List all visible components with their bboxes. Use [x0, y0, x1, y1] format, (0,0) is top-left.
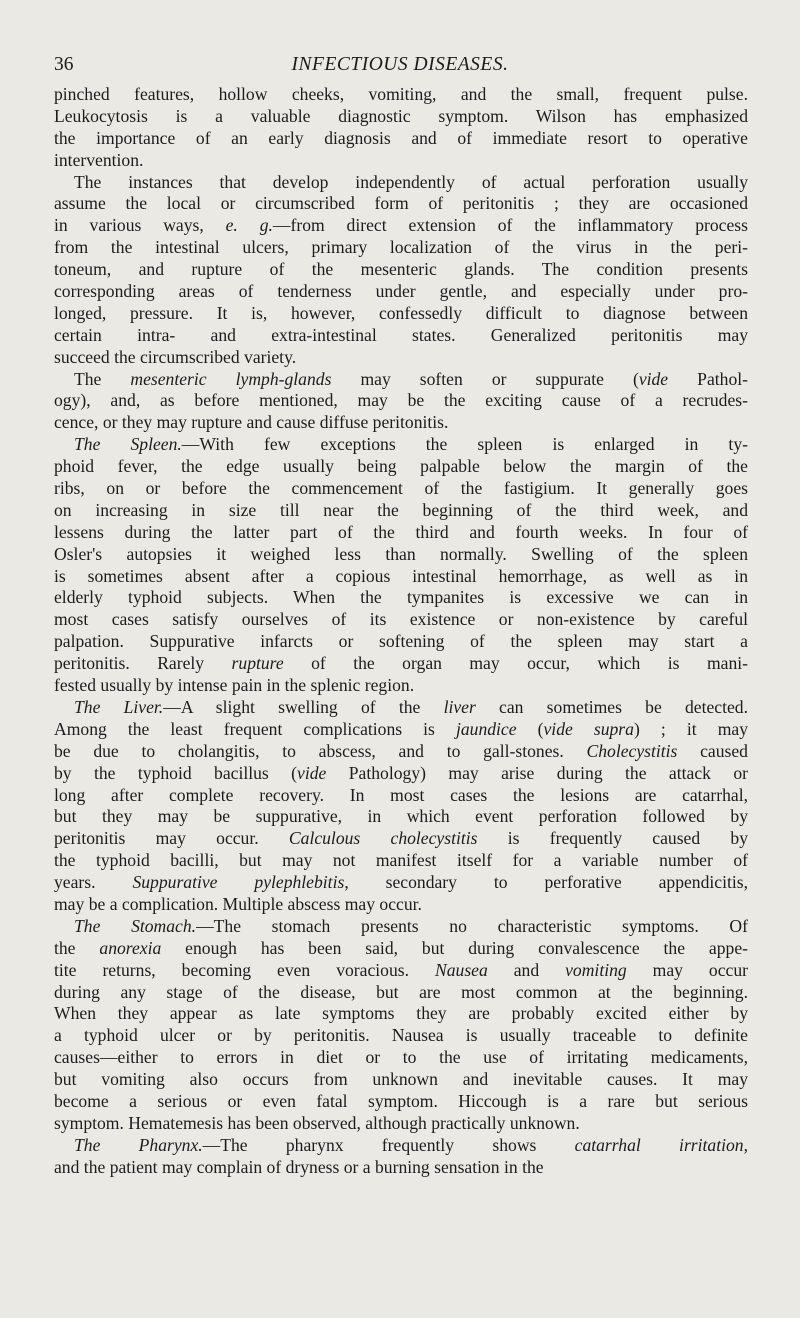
text-run: —A slight swelling of the	[163, 696, 444, 717]
text-run: palpation. Suppurative infarcts or softening of the spleen may start a	[54, 631, 748, 652]
text-run: phoid fever, the edge usually being palpable below the margin of the	[54, 456, 748, 477]
text-run: (	[516, 718, 544, 739]
text-run: When they appear as late symptoms they are probably excited either by	[54, 1003, 748, 1024]
text-run: long after complete recovery. In most cases the lesions are catarrhal,	[54, 784, 748, 805]
text-run: succeed the circumscribed variety.	[54, 346, 297, 367]
running-head	[54, 50, 746, 80]
text-line	[54, 916, 748, 938]
text-run: caused	[677, 740, 748, 761]
italic-run: vomiting	[565, 959, 627, 980]
text-run: a typhoid ulcer or by peritonitis. Nausea is usually traceable to definite	[54, 1025, 748, 1046]
text-run: years.	[54, 872, 133, 893]
text-line	[54, 828, 748, 850]
italic-run: The Liver.	[74, 696, 164, 717]
text-line	[54, 1025, 748, 1047]
text-run: ,	[743, 1134, 748, 1155]
text-line	[54, 281, 748, 303]
text-run: cence, or they may rupture and cause diffuse peritonitis.	[54, 412, 449, 433]
text-run: Osler's autopsies it weighed less than normally. Swelling of the spleen	[54, 543, 748, 564]
text-line	[54, 390, 748, 412]
italic-run: vide	[297, 762, 327, 783]
text-run: Pathology) may arise during the attack or	[326, 762, 748, 783]
text-run: and the patient may complain of dryness or a burning sensation in the	[54, 1156, 544, 1177]
text-line	[54, 741, 748, 763]
italic-run: jaundice	[455, 718, 517, 739]
text-run: intervention.	[54, 149, 144, 170]
text-run: causes—either to errors in diet or to the use of irritating medicaments,	[54, 1047, 748, 1068]
text-line	[54, 325, 748, 347]
italic-run: Nausea	[434, 959, 488, 980]
text-line	[54, 1003, 748, 1025]
text-run: from the intestinal ulcers, primary localization of the virus in the peri-	[54, 237, 748, 258]
text-line	[54, 1091, 748, 1113]
text-line	[54, 938, 748, 960]
text-run: —The pharynx frequently shows	[202, 1134, 575, 1155]
text-run: peritonitis. Rarely	[54, 653, 232, 674]
text-line	[54, 697, 748, 719]
text-run: can sometimes be detected.	[475, 696, 749, 717]
text-run: in various ways,	[54, 215, 226, 236]
text-run: may soften or suppurate (	[331, 368, 639, 389]
text-run: by the typhoid bacillus (	[54, 762, 298, 783]
text-run: most cases satisfy ourselves of its existence or non-existence by careful	[54, 609, 748, 630]
text-line	[54, 850, 748, 872]
italic-run: vide	[638, 368, 669, 389]
text-line	[54, 347, 748, 369]
text-run: The instances that develop independently of actual perforation usually	[74, 171, 748, 192]
text-run: pinched features, hollow cheeks, vomiting, and the small, frequent pulse.	[54, 84, 748, 104]
italic-run: Calculous cholecystitis	[288, 828, 478, 849]
text-run: —With few exceptions the spleen is enlarged in ty-	[181, 434, 748, 455]
text-run: tite returns, becoming even voracious.	[54, 959, 435, 980]
italic-run: rupture	[231, 653, 284, 674]
text-line	[54, 303, 748, 325]
italic-run: The Spleen.	[74, 434, 182, 455]
italic-run: catarrhal irritation	[574, 1134, 744, 1155]
text-run: fested usually by intense pain in the splenic region.	[54, 675, 415, 696]
text-run: lessens during the latter part of the third and fourth weeks. In four of	[54, 521, 748, 542]
text-line	[54, 128, 748, 150]
text-run: ribs, on or before the commencement of the fastigium. It generally goes	[54, 478, 748, 499]
text-run: of the organ may occur, which is mani-	[283, 653, 748, 674]
text-line	[54, 237, 748, 259]
text-run: the importance of an early diagnosis and of immediate resort to operative	[54, 127, 748, 148]
text-run: ogy), and, as before mentioned, may be the exciting cause of a recrudes-	[54, 390, 748, 411]
text-line	[54, 653, 748, 675]
text-run: elderly typhoid subjects. When the tympanites is excessive we can in	[54, 587, 748, 608]
text-run: the typhoid bacilli, but may not manifest itself for a variable number of	[54, 850, 748, 871]
text-run: during any stage of the disease, but are most common at the beginning.	[54, 981, 748, 1002]
text-line	[54, 785, 748, 807]
italic-run: The Stomach.	[74, 915, 197, 936]
text-run: ) ; it may	[633, 718, 748, 739]
text-line	[54, 215, 748, 237]
text-run: corresponding areas of tenderness under gentle, and especially under pro-	[54, 281, 748, 302]
italic-run: The Pharynx.	[74, 1134, 203, 1155]
text-run: the	[54, 937, 100, 958]
text-run: longed, pressure. It is, however, confessedly difficult to diagnose between	[54, 302, 748, 323]
text-line	[54, 982, 748, 1004]
text-line	[54, 84, 748, 106]
page-number: 36	[54, 54, 74, 75]
text-run: is sometimes absent after a copious intestinal hemorrhage, as well as in	[54, 565, 748, 586]
text-line	[54, 960, 748, 982]
text-line	[54, 500, 748, 522]
text-line	[54, 894, 748, 916]
text-run: The	[74, 368, 131, 389]
text-run: but they may be suppurative, in which event perforation followed by	[54, 806, 748, 827]
text-line	[54, 259, 748, 281]
text-line	[54, 544, 748, 566]
text-line	[54, 675, 748, 697]
text-line	[54, 631, 748, 653]
text-run: enough has been said, but during convalescence the appe-	[161, 937, 748, 958]
italic-run: anorexia	[99, 937, 162, 958]
text-run: may be a complication. Multiple abscess may occur.	[54, 893, 422, 914]
text-line	[54, 412, 748, 434]
text-run: but vomiting also occurs from unknown and inevitable causes. It may	[54, 1069, 748, 1090]
text-line	[54, 719, 748, 741]
text-run: become a serious or even fatal symptom. Hiccough is a rare but serious	[54, 1090, 748, 1111]
text-line	[54, 1157, 748, 1179]
text-line	[54, 872, 748, 894]
text-line	[54, 609, 748, 631]
text-line	[54, 456, 748, 478]
text-line	[54, 193, 748, 215]
text-run: Leukocytosis is a valuable diagnostic symptom. Wilson has emphasized	[54, 105, 748, 126]
text-line	[54, 172, 748, 194]
text-run: toneum, and rupture of the mesenteric glands. The condition presents	[54, 259, 748, 280]
text-run: and	[487, 959, 566, 980]
text-run: may occur	[626, 959, 749, 980]
text-run: symptom. Hematemesis has been observed, although practically unknown.	[54, 1112, 580, 1133]
text-run: Among the least frequent complications is	[54, 718, 456, 739]
body-text	[54, 84, 748, 1179]
text-run: on increasing in size till near the beginning of the third week, and	[54, 499, 748, 520]
text-line	[54, 1069, 748, 1091]
text-line	[54, 150, 748, 172]
text-run: Pathol-	[668, 368, 748, 389]
text-run: is frequently caused by	[477, 828, 748, 849]
text-line	[54, 763, 748, 785]
text-line	[54, 806, 748, 828]
text-line	[54, 566, 748, 588]
running-title: INFECTIOUS DISEASES.	[291, 54, 509, 75]
text-line	[54, 522, 748, 544]
italic-run: Cholecystitis	[586, 740, 678, 761]
italic-run: mesenteric lymph-glands	[130, 368, 332, 389]
text-run: —The stomach presents no characteristic symptoms. Of	[196, 915, 748, 936]
text-line	[54, 369, 748, 391]
text-line	[54, 1135, 748, 1157]
text-line	[54, 1047, 748, 1069]
text-run: , secondary to perforative appendicitis,	[344, 872, 748, 893]
text-run: —from direct extension of the inflammatory process	[272, 215, 748, 236]
italic-run: vide supra	[543, 718, 634, 739]
text-line	[54, 434, 748, 456]
text-line	[54, 106, 748, 128]
text-run: certain intra- and extra-intestinal states. Generalized peritonitis may	[54, 324, 748, 345]
text-run: peritonitis may occur.	[54, 828, 289, 849]
text-run: be due to cholangitis, to abscess, and to gall-stones.	[54, 740, 587, 761]
text-line	[54, 587, 748, 609]
text-line	[54, 478, 748, 500]
text-line	[54, 1113, 748, 1135]
italic-run: liver	[443, 696, 476, 717]
italic-run: e. g.	[225, 215, 273, 236]
text-run: assume the local or circumscribed form of peritonitis ; they are occasioned	[54, 193, 748, 214]
italic-run: Suppurative pylephlebitis	[132, 872, 345, 893]
